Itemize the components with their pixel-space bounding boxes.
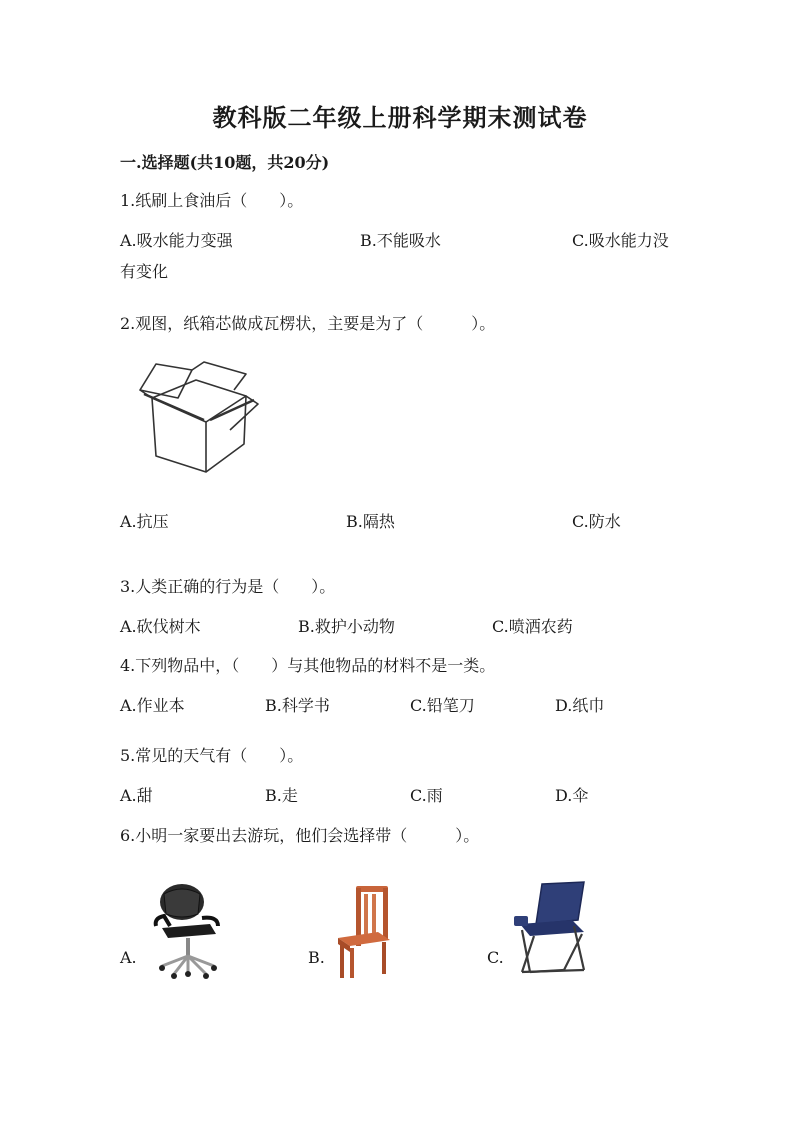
q3-option-a: A.砍伐树木 (120, 617, 201, 636)
q5-option-a: A.甜 (120, 786, 153, 805)
section-heading: 一.选择题(共10题，共20分) (120, 153, 330, 172)
page-title: 教科版二年级上册科学期末测试卷 (212, 103, 588, 132)
q3-option-b: B.救护小动物 (298, 617, 395, 636)
cardboard-box-image (134, 360, 264, 478)
q4-option-a: A.作业本 (120, 696, 185, 715)
question-1: 1.纸刷上食油后（ ）。 (120, 191, 304, 210)
question-2: 2.观图，纸箱芯做成瓦楞状，主要是为了（ ）。 (120, 314, 496, 333)
q5-option-c: C.雨 (410, 786, 443, 805)
camp-chair-image (512, 880, 596, 976)
q1-option-a: A.吸水能力变强 (120, 231, 233, 250)
q4-option-d: D.纸巾 (555, 696, 605, 715)
q1-option-b: B.不能吸水 (360, 231, 441, 250)
q5-option-d: D.伞 (555, 786, 589, 805)
wooden-chair-image (334, 884, 394, 980)
q6-option-b: B. (308, 948, 325, 967)
question-3: 3.人类正确的行为是（ ）。 (120, 577, 336, 596)
q6-option-c: C. (487, 948, 504, 967)
office-chair-image (148, 880, 226, 980)
q2-option-b: B.隔热 (346, 512, 395, 531)
q1-option-c: C.吸水能力没 (572, 231, 669, 250)
q5-option-b: B.走 (265, 786, 298, 805)
q4-option-b: B.科学书 (265, 696, 330, 715)
q2-option-a: A.抗压 (120, 512, 169, 531)
q3-option-c: C.喷洒农药 (492, 617, 573, 636)
q2-option-c: C.防水 (572, 512, 621, 531)
q1-option-c-continued: 有变化 (120, 262, 169, 281)
question-4: 4.下列物品中，（ ）与其他物品的材料不是一类。 (120, 656, 496, 675)
question-5: 5.常见的天气有（ ）。 (120, 746, 304, 765)
q6-option-a: A. (120, 948, 137, 967)
question-6: 6.小明一家要出去游玩，他们会选择带（ ）。 (120, 826, 480, 845)
q4-option-c: C.铅笔刀 (410, 696, 475, 715)
